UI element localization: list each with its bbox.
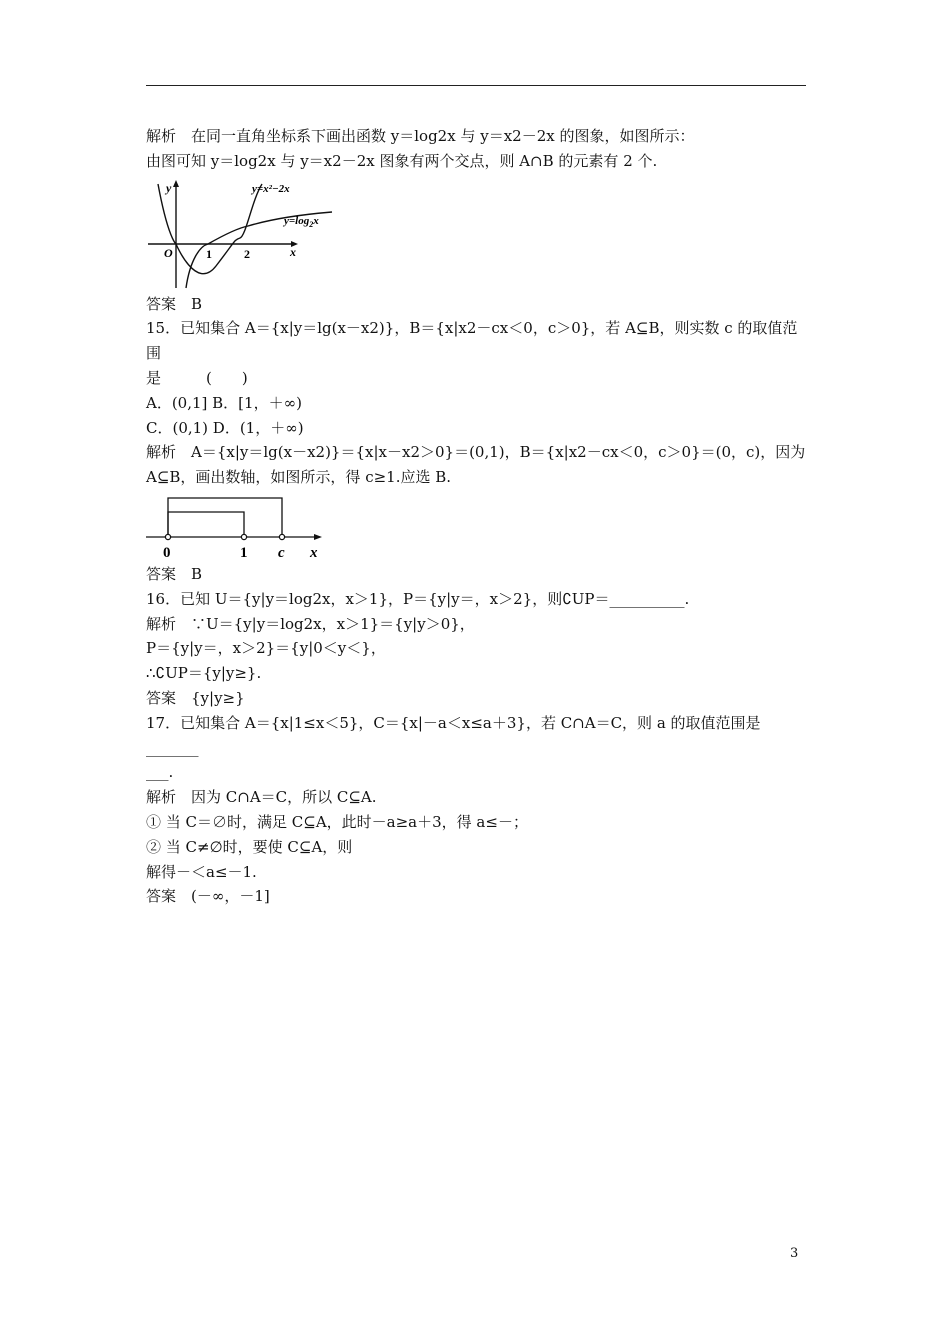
log-label: $y=\log_2x$ (284, 214, 319, 229)
text-line: ∴∁UP＝{y|y≥}. (146, 664, 262, 683)
graph-y-arrow (173, 180, 179, 187)
number-line-label-1: 1 (240, 544, 248, 561)
text-line: 答案 {y|y≥} (146, 688, 245, 707)
text-line: 16．已知 U＝{y|y＝log2x，x＞1}，P＝{y|y＝，x＞2}，则∁UP＝__________. (146, 589, 690, 608)
text-line: 解析 ∵U＝{y|y＝log2x，x＞1}＝{y|y＞0}， (146, 614, 475, 633)
text-line: 17．已知集合 A＝{x|1≤x＜5}，C＝{x|－a＜x≤a＋3}，若 C∩A＝C，则 a 的取值范围是_______ (146, 713, 761, 757)
interval-c-bracket (168, 498, 282, 537)
y-axis-label: y (166, 180, 172, 195)
text-line: ___. (146, 763, 174, 782)
point-zero (165, 534, 170, 539)
number-line-arrow (314, 534, 322, 540)
interval-1-bracket (168, 512, 244, 537)
text-line: 由图可知 y＝log2x 与 y＝x2－2x 图象有两个交点，则 A∩B 的元素有 2 个. (146, 151, 658, 170)
point-one (241, 534, 246, 539)
text-line: ② 当 C≠∅时，要使 C⊆A，则 (146, 837, 353, 856)
origin-label: O (164, 245, 173, 260)
text-line: ① 当 C＝∅时，满足 C⊆A，此时－a≥a＋3，得 a≤－； (146, 812, 528, 831)
text-line: C．(0,1) D．(1，＋∞) (146, 418, 304, 437)
point-c (279, 534, 284, 539)
page-content (146, 124, 808, 909)
text-line: A．(0,1] B．[1，＋∞) (146, 393, 302, 412)
text-line: 解得－＜a≤－1. (146, 862, 257, 881)
text-line: A⊆B，画出数轴，如图所示，得 c≥1.应选 B. (146, 468, 452, 487)
number-line-label-x: x (310, 544, 318, 561)
text-line: 答案 (－∞，－1] (146, 887, 270, 906)
parabola-label: y=x²−2x (252, 182, 290, 195)
text-line: 是 ( ) (146, 368, 248, 387)
page-number: 3 (790, 1246, 799, 1261)
tick-label-2: 2 (244, 246, 250, 261)
header-rule (146, 85, 806, 86)
text-line: P＝{y|y＝，x＞2}＝{y|0＜y＜}， (146, 639, 386, 658)
number-line-label-c: c (278, 544, 285, 561)
text-line: 解析 A＝{x|y＝lg(x－x2)}＝{x|x－x2＞0}＝(0,1)，B＝{x|x2－cx＜0，c＞0}＝(0，c)，因为 (146, 443, 806, 462)
function-graph-figure (146, 180, 346, 292)
number-line-figure (146, 494, 336, 562)
text-line: 答案 B (146, 294, 203, 313)
text-line: 解析 在同一直角坐标系下画出函数 y＝log2x 与 y＝x2－2x 的图象，如图所示： (146, 127, 695, 145)
number-line-label-0: 0 (163, 544, 171, 561)
text-line: 答案 B (146, 564, 203, 583)
tick-label-1: 1 (206, 246, 212, 261)
text-line: 解析 因为 C∩A＝C，所以 C⊆A. (146, 788, 377, 807)
text-line: 15．已知集合 A＝{x|y＝lg(x－x2)}，B＝{x|x2－cx＜0，c＞0}，若 A⊆B，则实数 c 的取值范围 (146, 319, 798, 363)
x-axis-label: x (290, 244, 296, 259)
